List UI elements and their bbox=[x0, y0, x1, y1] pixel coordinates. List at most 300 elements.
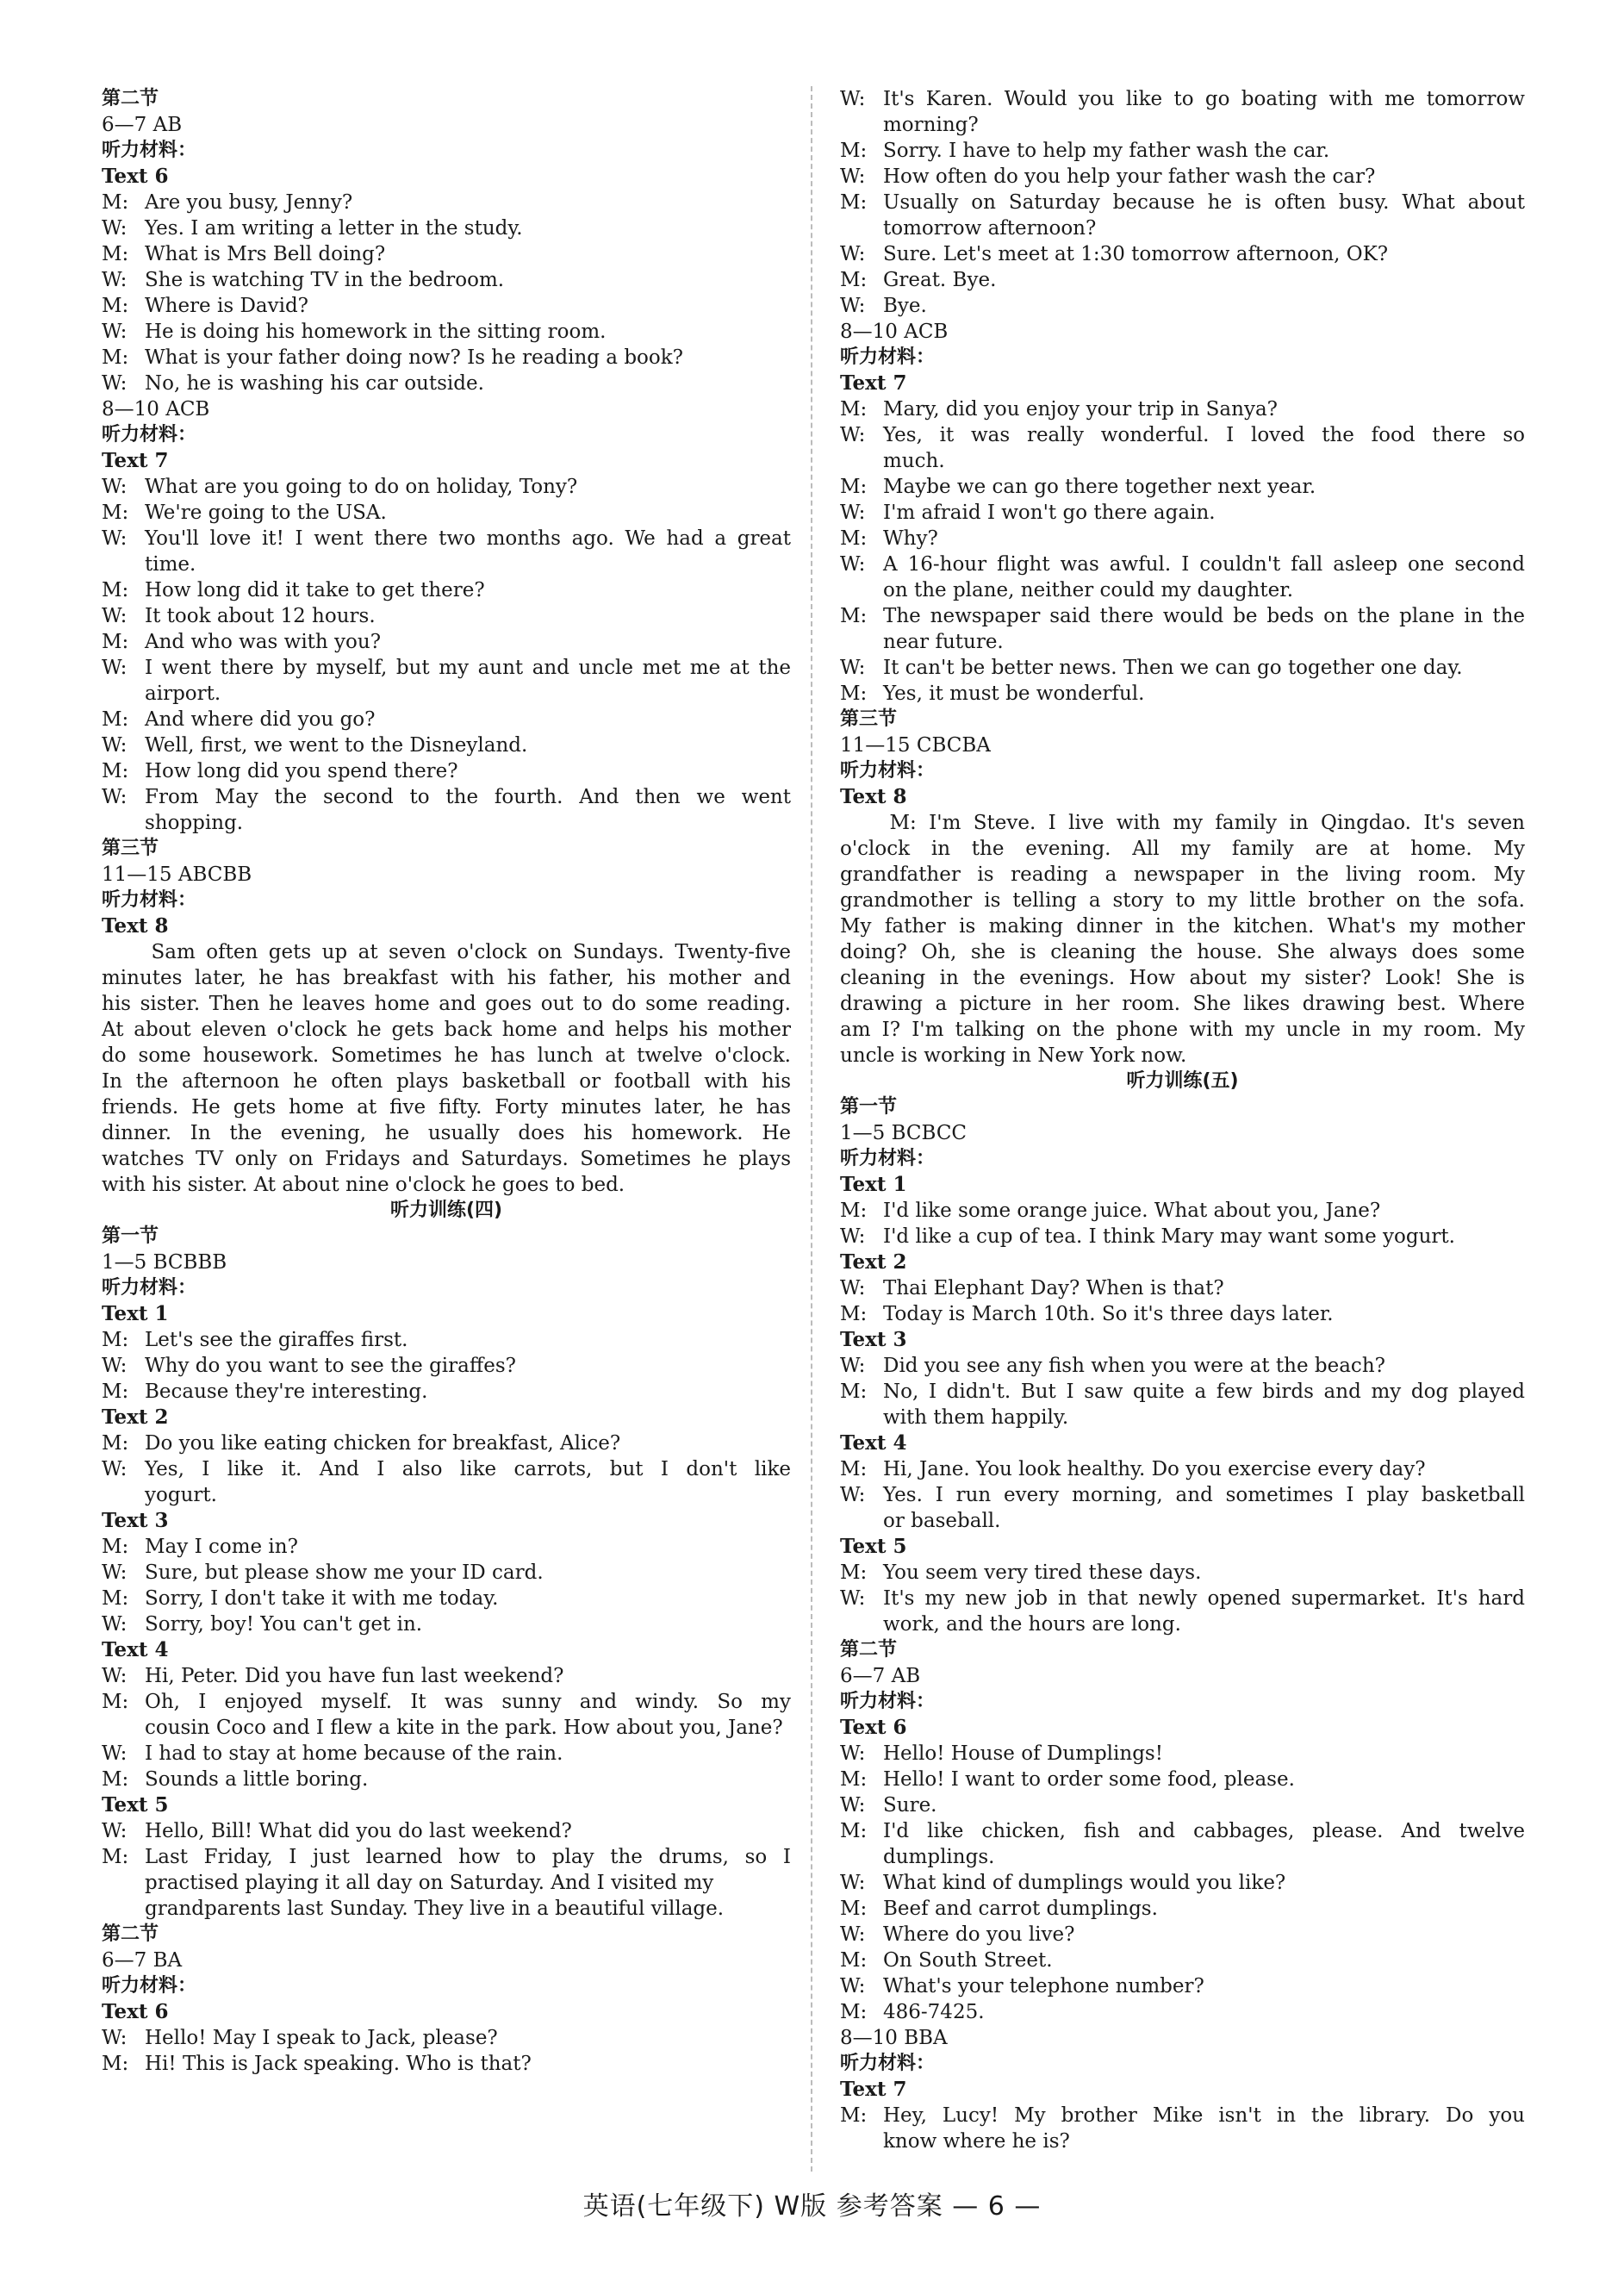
speaker-label: W: bbox=[840, 1975, 866, 1997]
speaker-label: M: bbox=[102, 579, 129, 601]
material-heading: 听力材料： bbox=[840, 2053, 936, 2074]
speaker-label: W: bbox=[840, 1794, 866, 1817]
text-heading: Text 3 bbox=[840, 1328, 907, 1351]
speaker-label: W: bbox=[102, 1742, 128, 1765]
dialogue-line bbox=[840, 1275, 1525, 1301]
dialogue-line bbox=[840, 603, 1525, 629]
passage-line: cleaning in the evenings. How about my sister? Look! She is bbox=[840, 967, 1525, 989]
dialogue-line bbox=[102, 1818, 791, 1844]
text-heading: Text 6 bbox=[102, 165, 169, 188]
section-heading: 第二节 bbox=[840, 1639, 898, 1661]
dialogue-line bbox=[102, 1430, 791, 1456]
unit-title: 听力训练(五) bbox=[1126, 1070, 1239, 1092]
speaker-label: M: bbox=[102, 191, 129, 214]
passage-line: grandfather is reading a newspaper in the living room. My bbox=[840, 863, 1525, 886]
dialogue-text: It's Karen. Would you like to go boating with me tomorrow bbox=[883, 88, 1525, 110]
dialogue-line bbox=[840, 1973, 1525, 1999]
speaker-label: M: bbox=[102, 243, 129, 265]
text-heading: Text 2 bbox=[840, 1250, 907, 1274]
speaker-label: W: bbox=[102, 1613, 128, 1636]
dialogue-text: Let's see the giraffes first. bbox=[145, 1329, 408, 1351]
dialogue-continuation: near future. bbox=[883, 631, 1004, 653]
dialogue-text: I'd like a cup of tea. I think Mary may want some yogurt. bbox=[883, 1225, 1455, 1248]
dialogue-line bbox=[840, 1767, 1525, 1792]
material-heading: 听力材料： bbox=[102, 889, 197, 911]
dialogue-line bbox=[840, 1922, 1525, 1948]
section-heading: 第一节 bbox=[102, 1225, 159, 1247]
dialogue-line bbox=[840, 1224, 1525, 1250]
dialogue-line bbox=[102, 1456, 791, 1482]
dialogue-line bbox=[102, 707, 791, 732]
dialogue-line bbox=[840, 1198, 1525, 1224]
dialogue-line bbox=[840, 526, 1525, 552]
answer-line: 6—7 AB bbox=[102, 114, 183, 136]
dialogue-line bbox=[102, 319, 791, 345]
speaker-label: W: bbox=[102, 2027, 128, 2049]
dialogue-text: Hi, Peter. Did you have fun last weekend? bbox=[145, 1665, 564, 1687]
speaker-label: W: bbox=[102, 217, 128, 240]
speaker-label: M: bbox=[840, 682, 868, 705]
dialogue-text: Yes, I like it. And I also like carrots, but I don't like bbox=[145, 1458, 791, 1480]
dialogue-line bbox=[102, 1327, 791, 1353]
dialogue-line bbox=[102, 215, 791, 241]
dialogue-text: What is your father doing now? Is he reading a book? bbox=[145, 346, 683, 369]
passage-line: Sam often gets up at seven o'clock on Sundays. Twenty-five bbox=[151, 941, 791, 963]
text-heading: Text 6 bbox=[840, 1716, 907, 1739]
dialogue-line bbox=[840, 1560, 1525, 1586]
passage-line: My father is making dinner in the kitchen. What's my mother bbox=[840, 915, 1525, 938]
dialogue-text: Beef and carrot dumplings. bbox=[883, 1898, 1158, 1920]
speaker-label: M: bbox=[840, 605, 868, 627]
speaker-label: W: bbox=[840, 88, 866, 110]
dialogue-continuation: yogurt. bbox=[145, 1484, 217, 1506]
dialogue-text: And where did you go? bbox=[145, 708, 376, 731]
answer-line: 8—10 BBA bbox=[840, 2027, 948, 2049]
dialogue-line bbox=[840, 293, 1525, 319]
dialogue-line bbox=[840, 1456, 1525, 1482]
speaker-label: W: bbox=[840, 1872, 866, 1894]
dialogue-line bbox=[840, 1586, 1525, 1611]
dialogue-line bbox=[102, 1844, 791, 1870]
material-heading: 听力材料： bbox=[840, 760, 936, 782]
dialogue-text: Today is March 10th. So it's three days later. bbox=[883, 1303, 1334, 1325]
text-heading: Text 8 bbox=[840, 785, 907, 808]
speaker-label: M: bbox=[102, 295, 129, 317]
dialogue-line bbox=[840, 1999, 1525, 2025]
dialogue-continuation: tomorrow afternoon? bbox=[883, 217, 1097, 240]
speaker-label: M: bbox=[102, 1380, 129, 1403]
dialogue-text: On South Street. bbox=[883, 1949, 1053, 1972]
section-heading: 第三节 bbox=[102, 838, 159, 859]
dialogue-continuation: with them happily. bbox=[883, 1406, 1069, 1429]
speaker-label: M: bbox=[102, 1846, 129, 1868]
dialogue-text: Hey, Lucy! My brother Mike isn't in the library. Do you bbox=[883, 2104, 1525, 2127]
dialogue-text: Sure. bbox=[883, 1794, 937, 1817]
dialogue-text: 486-7425. bbox=[883, 2001, 985, 2023]
dialogue-line bbox=[840, 1870, 1525, 1896]
dialogue-line bbox=[840, 1818, 1525, 1844]
dialogue-line bbox=[840, 474, 1525, 500]
dialogue-line bbox=[840, 1482, 1525, 1508]
speaker-label: W: bbox=[840, 1484, 866, 1506]
dialogue-text: Where is David? bbox=[145, 295, 309, 317]
dialogue-text: Last Friday, I just learned how to play the drums, so I bbox=[145, 1846, 791, 1868]
dialogue-text: The newspaper said there would be beds on the plane in the bbox=[883, 605, 1525, 627]
dialogue-text: Hello! May I speak to Jack, please? bbox=[145, 2027, 498, 2049]
passage-line: At about eleven o'clock he gets back home and helps his mother bbox=[102, 1019, 791, 1041]
dialogue-text: Hello! I want to order some food, please. bbox=[883, 1768, 1295, 1791]
dialogue-line bbox=[102, 1560, 791, 1586]
dialogue-text: How long did you spend there? bbox=[145, 760, 458, 782]
dialogue-line bbox=[840, 655, 1525, 681]
dialogue-text: Sure, but please show me your ID card. bbox=[145, 1561, 544, 1584]
speaker-label: W: bbox=[840, 553, 866, 576]
speaker-label: W: bbox=[840, 424, 866, 446]
speaker-label: M: bbox=[102, 1691, 129, 1713]
dialogue-line bbox=[102, 1586, 791, 1611]
text-heading: Text 2 bbox=[102, 1405, 169, 1429]
dialogue-continuation: cousin Coco and I flew a kite in the park. How about you, Jane? bbox=[145, 1717, 783, 1739]
dialogue-text: Why do you want to see the giraffes? bbox=[145, 1355, 516, 1377]
speaker-label: W: bbox=[102, 1458, 128, 1480]
answer-line: 11—15 CBCBA bbox=[840, 734, 991, 757]
dialogue-line bbox=[840, 1353, 1525, 1379]
dialogue-text: What are you going to do on holiday, Tony? bbox=[145, 476, 578, 498]
speaker-label: M: bbox=[102, 631, 129, 653]
speaker-label: W: bbox=[102, 321, 128, 343]
text-heading: Text 4 bbox=[102, 1638, 169, 1661]
text-heading: Text 7 bbox=[102, 449, 169, 472]
dialogue-text: Thai Elephant Day? When is that? bbox=[883, 1277, 1224, 1299]
dialogue-line bbox=[102, 655, 791, 681]
text-heading: Text 1 bbox=[840, 1173, 907, 1196]
dialogue-continuation: shopping. bbox=[145, 812, 244, 834]
speaker-label: M: bbox=[840, 476, 868, 498]
speaker-label: W: bbox=[102, 605, 128, 627]
speaker-label: M: bbox=[840, 1768, 868, 1791]
speaker-label: W: bbox=[102, 476, 128, 498]
passage-line: with his sister. At about nine o'clock he goes to bed. bbox=[102, 1174, 625, 1196]
dialogue-continuation: time. bbox=[145, 553, 196, 576]
speaker-label: W: bbox=[840, 1225, 866, 1248]
speaker-label: W: bbox=[102, 1665, 128, 1687]
dialogue-line bbox=[102, 1379, 791, 1405]
dialogue-continuation: morning? bbox=[883, 114, 979, 136]
speaker-label: M: bbox=[102, 1768, 129, 1791]
dialogue-line bbox=[102, 577, 791, 603]
dialogue-text: Yes. I run every morning, and sometimes I play basketball bbox=[883, 1484, 1525, 1506]
material-heading: 听力材料： bbox=[840, 1148, 936, 1169]
section-heading: 第二节 bbox=[102, 88, 159, 109]
dialogue-text: I went there by myself, but my aunt and uncle met me at the bbox=[145, 657, 791, 679]
passage-line: M: I'm Steve. I live with my family in Qingdao. It's seven bbox=[889, 812, 1525, 834]
dialogue-text: What kind of dumplings would you like? bbox=[883, 1872, 1286, 1894]
speaker-label: W: bbox=[840, 295, 866, 317]
dialogue-line bbox=[102, 732, 791, 758]
dialogue-text: From May the second to the fourth. And then we went bbox=[145, 786, 791, 808]
speaker-label: W: bbox=[102, 734, 128, 757]
dialogue-line bbox=[102, 1611, 791, 1637]
dialogue-line bbox=[840, 1896, 1525, 1922]
speaker-label: M: bbox=[840, 1380, 868, 1403]
answer-line: 6—7 AB bbox=[840, 1665, 921, 1687]
passage-line: dinner. In the evening, he usually does his homework. He bbox=[102, 1122, 791, 1144]
dialogue-line bbox=[102, 1353, 791, 1379]
passage-line: minutes later, he has breakfast with his father, his mother and bbox=[102, 967, 791, 989]
answer-line: 6—7 BA bbox=[102, 1949, 183, 1972]
speaker-label: W: bbox=[102, 372, 128, 395]
speaker-label: M: bbox=[840, 1949, 868, 1972]
dialogue-continuation: grandparents last Sunday. They live in a beautiful village. bbox=[145, 1898, 725, 1920]
dialogue-text: Maybe we can go there together next year. bbox=[883, 476, 1316, 498]
dialogue-text: No, he is washing his car outside. bbox=[145, 372, 484, 395]
material-heading: 听力材料： bbox=[840, 346, 936, 368]
section-heading: 第一节 bbox=[840, 1096, 898, 1118]
dialogue-text: I'd like chicken, fish and cabbages, please. And twelve bbox=[883, 1820, 1525, 1842]
dialogue-text: What is Mrs Bell doing? bbox=[145, 243, 386, 265]
speaker-label: W: bbox=[840, 1742, 866, 1765]
dialogue-line bbox=[840, 1948, 1525, 1973]
speaker-label: M: bbox=[102, 2053, 129, 2075]
left-column bbox=[102, 86, 791, 2077]
text-heading: Text 5 bbox=[840, 1535, 907, 1558]
dialogue-text: It took about 12 hours. bbox=[145, 605, 376, 627]
dialogue-text: It's my new job in that newly opened supermarket. It's hard bbox=[883, 1587, 1525, 1610]
dialogue-line bbox=[840, 681, 1525, 707]
text-heading: Text 5 bbox=[102, 1793, 169, 1817]
dialogue-line bbox=[102, 784, 791, 810]
passage-line: uncle is working in New York now. bbox=[840, 1044, 1187, 1067]
answer-line: 11—15 ABCBB bbox=[102, 863, 252, 886]
page-footer: 英语(七年级下) W版 参考答案 — 6 — bbox=[582, 2191, 1042, 2222]
dialogue-line bbox=[102, 1689, 791, 1715]
dialogue-line bbox=[102, 758, 791, 784]
material-heading: 听力材料： bbox=[102, 424, 197, 446]
speaker-label: M: bbox=[840, 140, 868, 162]
speaker-label: M: bbox=[840, 1820, 868, 1842]
dialogue-text: Well, first, we went to the Disneyland. bbox=[145, 734, 528, 757]
dialogue-line bbox=[102, 1663, 791, 1689]
dialogue-line bbox=[840, 138, 1525, 164]
dialogue-line bbox=[840, 86, 1525, 112]
passage-line: o'clock in the evening. All my family are at home. My bbox=[840, 838, 1525, 860]
speaker-label: W: bbox=[840, 502, 866, 524]
dialogue-line bbox=[840, 500, 1525, 526]
text-heading: Text 7 bbox=[840, 371, 907, 395]
dialogue-line bbox=[102, 603, 791, 629]
speaker-label: M: bbox=[840, 269, 868, 291]
dialogue-continuation: dumplings. bbox=[883, 1846, 995, 1868]
dialogue-text: It can't be better news. Then we can go together one day. bbox=[883, 657, 1463, 679]
dialogue-continuation: much. bbox=[883, 450, 945, 472]
dialogue-text: You'll love it! I went there two months ago. We had a great bbox=[145, 527, 791, 550]
speaker-label: M: bbox=[102, 1329, 129, 1351]
text-heading: Text 3 bbox=[102, 1509, 169, 1532]
answer-line: 1—5 BCBBB bbox=[102, 1251, 227, 1274]
dialogue-text: Yes, it must be wonderful. bbox=[883, 682, 1145, 705]
speaker-label: W: bbox=[840, 1355, 866, 1377]
passage-line: In the afternoon he often plays basketball or football with his bbox=[102, 1070, 791, 1093]
dialogue-text: A 16-hour flight was awful. I couldn't fall asleep one second bbox=[883, 553, 1525, 576]
dialogue-line bbox=[840, 1301, 1525, 1327]
dialogue-text: I'd like some orange juice. What about you, Jane? bbox=[883, 1200, 1381, 1222]
speaker-label: M: bbox=[840, 1561, 868, 1584]
speaker-label: W: bbox=[102, 786, 128, 808]
speaker-label: W: bbox=[102, 1355, 128, 1377]
dialogue-text: Oh, I enjoyed myself. It was sunny and windy. So my bbox=[145, 1691, 791, 1713]
dialogue-continuation: work, and the hours are long. bbox=[883, 1613, 1181, 1636]
dialogue-line bbox=[840, 2103, 1525, 2128]
section-heading: 第三节 bbox=[840, 708, 898, 730]
dialogue-text: Great. Bye. bbox=[883, 269, 997, 291]
dialogue-line bbox=[840, 267, 1525, 293]
dialogue-text: Are you busy, Jenny? bbox=[145, 191, 353, 214]
dialogue-line bbox=[102, 371, 791, 396]
speaker-label: W: bbox=[102, 527, 128, 550]
dialogue-line bbox=[840, 190, 1525, 215]
dialogue-text: And who was with you? bbox=[145, 631, 382, 653]
speaker-label: M: bbox=[102, 346, 129, 369]
dialogue-line bbox=[840, 1379, 1525, 1405]
dialogue-line bbox=[102, 345, 791, 371]
speaker-label: M: bbox=[840, 1200, 868, 1222]
dialogue-text: Yes, it was really wonderful. I loved the food there so bbox=[883, 424, 1525, 446]
dialogue-continuation: know where he is? bbox=[883, 2130, 1070, 2153]
dialogue-text: Sorry, I don't take it with me today. bbox=[145, 1587, 499, 1610]
dialogue-line bbox=[102, 267, 791, 293]
dialogue-line bbox=[102, 629, 791, 655]
speaker-label: M: bbox=[102, 502, 129, 524]
answer-line: 8—10 ACB bbox=[840, 321, 949, 343]
dialogue-line bbox=[840, 396, 1525, 422]
dialogue-text: He is doing his homework in the sitting room. bbox=[145, 321, 607, 343]
speaker-label: M: bbox=[102, 1587, 129, 1610]
speaker-label: M: bbox=[102, 760, 129, 782]
dialogue-text: Because they're interesting. bbox=[145, 1380, 428, 1403]
dialogue-text: May I come in? bbox=[145, 1536, 298, 1558]
speaker-label: W: bbox=[102, 269, 128, 291]
dialogue-continuation: airport. bbox=[145, 682, 221, 705]
dialogue-text: Why? bbox=[883, 527, 938, 550]
dialogue-text: Did you see any fish when you were at the beach? bbox=[883, 1355, 1385, 1377]
dialogue-text: Hello! House of Dumplings! bbox=[883, 1742, 1163, 1765]
dialogue-text: Yes. I am writing a letter in the study. bbox=[145, 217, 523, 240]
dialogue-text: Hi! This is Jack speaking. Who is that? bbox=[145, 2053, 532, 2075]
speaker-label: M: bbox=[102, 1432, 129, 1455]
column-divider bbox=[811, 86, 812, 2172]
dialogue-text: Hi, Jane. You look healthy. Do you exercise every day? bbox=[883, 1458, 1426, 1480]
passage-line: do some housework. Sometimes he has lunch at twelve o'clock. bbox=[102, 1044, 791, 1067]
speaker-label: W: bbox=[102, 1820, 128, 1842]
dialogue-line bbox=[102, 500, 791, 526]
speaker-label: M: bbox=[840, 2001, 868, 2023]
dialogue-line bbox=[102, 1767, 791, 1792]
dialogue-line bbox=[840, 552, 1525, 577]
text-heading: Text 8 bbox=[102, 914, 169, 938]
passage-line: doing? Oh, she is cleaning the house. She always does some bbox=[840, 941, 1525, 963]
passage-line: watches TV only on Fridays and Saturdays. Sometimes he plays bbox=[102, 1148, 791, 1170]
speaker-label: M: bbox=[840, 1898, 868, 1920]
speaker-label: W: bbox=[840, 1587, 866, 1610]
dialogue-text: She is watching TV in the bedroom. bbox=[145, 269, 505, 291]
dialogue-text: Do you like eating chicken for breakfast, Alice? bbox=[145, 1432, 621, 1455]
dialogue-line bbox=[102, 2025, 791, 2051]
dialogue-text: Sounds a little boring. bbox=[145, 1768, 369, 1791]
text-heading: Text 1 bbox=[102, 1302, 169, 1325]
passage-line: friends. He gets home at five fifty. Forty minutes later, he has bbox=[102, 1096, 791, 1119]
speaker-label: W: bbox=[840, 243, 866, 265]
dialogue-line bbox=[102, 241, 791, 267]
material-heading: 听力材料： bbox=[102, 1975, 197, 1997]
unit-title: 听力训练(四) bbox=[389, 1200, 503, 1221]
passage-line: drawing a picture in her room. She likes drawing best. Where bbox=[840, 993, 1525, 1015]
dialogue-text: Bye. bbox=[883, 295, 927, 317]
answer-line: 1—5 BCBCC bbox=[840, 1122, 968, 1144]
dialogue-line bbox=[102, 474, 791, 500]
speaker-label: W: bbox=[840, 1923, 866, 1946]
dialogue-continuation: on the plane, neither could my daughter. bbox=[883, 579, 1294, 601]
dialogue-text: Mary, did you enjoy your trip in Sanya? bbox=[883, 398, 1278, 421]
passage-line: am I? I'm talking on the phone with my uncle in my room. My bbox=[840, 1019, 1525, 1041]
dialogue-text: Sorry. I have to help my father wash the car. bbox=[883, 140, 1330, 162]
dialogue-line bbox=[840, 1741, 1525, 1767]
speaker-label: M: bbox=[840, 191, 868, 214]
dialogue-text: What's your telephone number? bbox=[883, 1975, 1204, 1997]
speaker-label: M: bbox=[102, 1536, 129, 1558]
answer-line: 8—10 ACB bbox=[102, 398, 210, 421]
dialogue-text: Usually on Saturday because he is often busy. What about bbox=[883, 191, 1525, 214]
dialogue-continuation: practised playing it all day on Saturday. And I visited my bbox=[145, 1872, 714, 1894]
speaker-label: M: bbox=[840, 1303, 868, 1325]
speaker-label: W: bbox=[840, 657, 866, 679]
dialogue-text: How long did it take to get there? bbox=[145, 579, 485, 601]
dialogue-line bbox=[102, 293, 791, 319]
dialogue-text: How often do you help your father wash the car? bbox=[883, 165, 1376, 188]
speaker-label: M: bbox=[102, 708, 129, 731]
dialogue-text: I had to stay at home because of the rain. bbox=[145, 1742, 563, 1765]
dialogue-line bbox=[840, 164, 1525, 190]
speaker-label: W: bbox=[840, 1277, 866, 1299]
dialogue-line bbox=[102, 526, 791, 552]
right-column bbox=[840, 86, 1525, 2154]
speaker-label: M: bbox=[840, 1458, 868, 1480]
dialogue-line bbox=[102, 2051, 791, 2077]
passage-line: grandmother is telling a story to my little brother on the sofa. bbox=[840, 889, 1525, 912]
section-heading: 第二节 bbox=[102, 1923, 159, 1945]
dialogue-continuation: or baseball. bbox=[883, 1510, 1001, 1532]
speaker-label: M: bbox=[840, 398, 868, 421]
text-heading: Text 6 bbox=[102, 2000, 169, 2023]
speaker-label: M: bbox=[840, 527, 868, 550]
speaker-label: W: bbox=[102, 657, 128, 679]
dialogue-line bbox=[840, 1792, 1525, 1818]
dialogue-text: We're going to the USA. bbox=[145, 502, 387, 524]
dialogue-line bbox=[840, 241, 1525, 267]
material-heading: 听力材料： bbox=[102, 140, 197, 161]
dialogue-text: I'm afraid I won't go there again. bbox=[883, 502, 1216, 524]
dialogue-line bbox=[840, 422, 1525, 448]
dialogue-text: No, I didn't. But I saw quite a few birds and my dog played bbox=[883, 1380, 1525, 1403]
dialogue-text: Where do you live? bbox=[883, 1923, 1075, 1946]
text-heading: Text 4 bbox=[840, 1431, 907, 1455]
dialogue-text: Sorry, boy! You can't get in. bbox=[145, 1613, 423, 1636]
material-heading: 听力材料： bbox=[840, 1691, 936, 1712]
speaker-label: M: bbox=[840, 2104, 868, 2127]
dialogue-text: Hello, Bill! What did you do last weekend? bbox=[145, 1820, 572, 1842]
speaker-label: W: bbox=[840, 165, 866, 188]
dialogue-line bbox=[102, 190, 791, 215]
dialogue-line bbox=[102, 1534, 791, 1560]
